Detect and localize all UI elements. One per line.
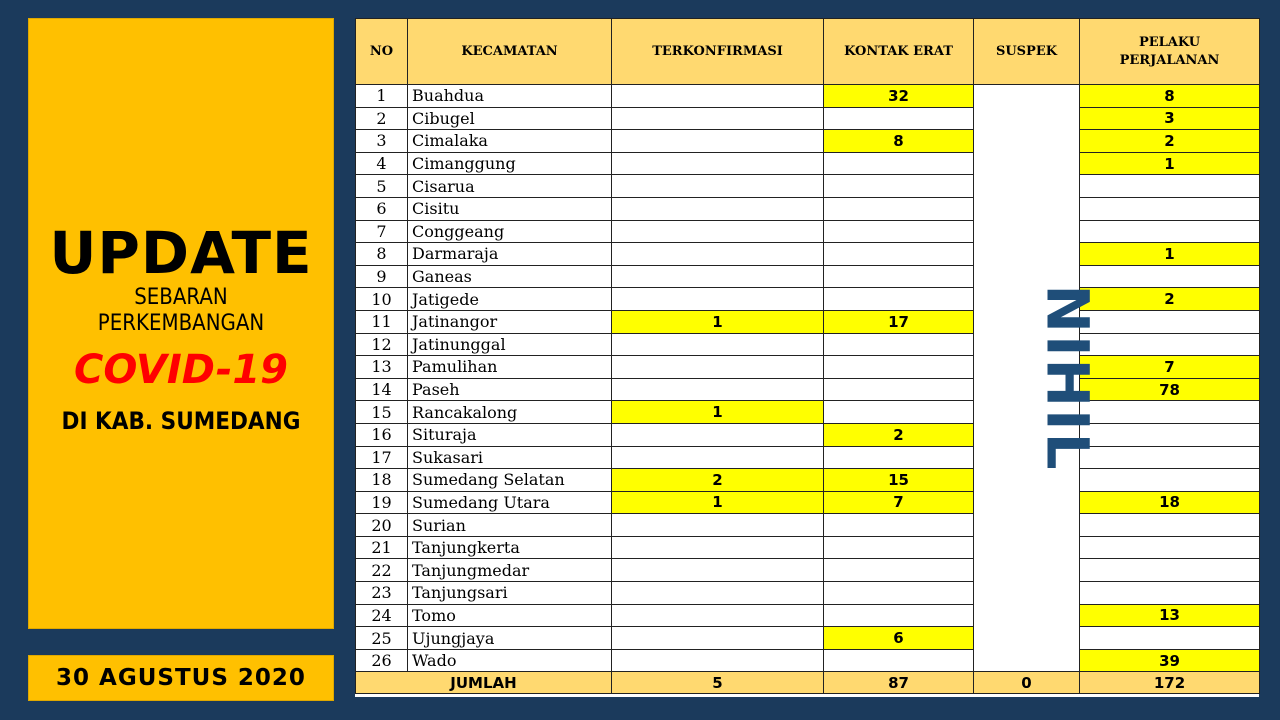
terkonfirmasi-cell: 1	[612, 310, 824, 333]
kontak-erat-cell: 6	[824, 627, 974, 650]
kecamatan-cell: Wado	[408, 649, 612, 672]
terkonfirmasi-cell	[612, 423, 824, 446]
kontak-erat-cell	[824, 288, 974, 311]
row-number: 19	[356, 491, 408, 514]
header-terkonfirmasi: TERKONFIRMASI	[612, 19, 824, 85]
pelaku-perjalanan-cell	[1080, 423, 1260, 446]
kontak-erat-cell: 7	[824, 491, 974, 514]
pelaku-perjalanan-cell	[1080, 401, 1260, 424]
pelaku-perjalanan-cell: 78	[1080, 378, 1260, 401]
kontak-erat-cell	[824, 559, 974, 582]
pelaku-perjalanan-cell	[1080, 310, 1260, 333]
terkonfirmasi-cell	[612, 265, 824, 288]
subtitle-line-2: PERKEMBANGAN	[97, 311, 265, 336]
header-suspek: SUSPEK	[974, 19, 1080, 85]
table-row	[356, 649, 1260, 672]
kecamatan-cell: Jatinunggal	[408, 333, 612, 356]
kontak-erat-cell	[824, 265, 974, 288]
kontak-erat-cell	[824, 604, 974, 627]
terkonfirmasi-cell	[612, 446, 824, 469]
kontak-erat-cell: 32	[824, 85, 974, 108]
terkonfirmasi-cell	[612, 288, 824, 311]
row-number: 25	[356, 627, 408, 650]
terkonfirmasi-cell	[612, 559, 824, 582]
kontak-erat-cell	[824, 333, 974, 356]
row-number: 18	[356, 469, 408, 492]
pelaku-perjalanan-cell	[1080, 220, 1260, 243]
kecamatan-cell: Conggeang	[408, 220, 612, 243]
kontak-erat-cell: 17	[824, 310, 974, 333]
table-row	[356, 288, 1260, 311]
table-row	[356, 514, 1260, 537]
totals-label: JUMLAH	[356, 672, 612, 694]
table-row	[356, 310, 1260, 333]
kecamatan-cell: Jatigede	[408, 288, 612, 311]
kecamatan-cell: Tanjungsari	[408, 582, 612, 605]
kontak-erat-cell	[824, 356, 974, 379]
pelaku-perjalanan-cell: 3	[1080, 107, 1260, 130]
terkonfirmasi-cell	[612, 175, 824, 198]
terkonfirmasi-cell	[612, 627, 824, 650]
terkonfirmasi-cell: 2	[612, 469, 824, 492]
header-kecamatan: KECAMATAN	[408, 19, 612, 85]
kecamatan-cell: Darmaraja	[408, 243, 612, 266]
row-number: 13	[356, 356, 408, 379]
kontak-erat-cell: 2	[824, 423, 974, 446]
pelaku-perjalanan-cell	[1080, 265, 1260, 288]
header-kontak-erat: KONTAK ERAT	[824, 19, 974, 85]
row-number: 26	[356, 649, 408, 672]
terkonfirmasi-cell: 1	[612, 491, 824, 514]
table-row	[356, 107, 1260, 130]
kontak-erat-cell	[824, 401, 974, 424]
pelaku-perjalanan-cell: 39	[1080, 649, 1260, 672]
terkonfirmasi-cell	[612, 378, 824, 401]
row-number: 10	[356, 288, 408, 311]
terkonfirmasi-cell: 1	[612, 401, 824, 424]
pelaku-perjalanan-cell	[1080, 469, 1260, 492]
date-label: 30 AGUSTUS 2020	[56, 665, 306, 691]
row-number: 17	[356, 446, 408, 469]
kecamatan-cell: Buahdua	[408, 85, 612, 108]
pelaku-perjalanan-cell	[1080, 559, 1260, 582]
row-number: 12	[356, 333, 408, 356]
table-header-row	[356, 19, 1260, 85]
row-number: 15	[356, 401, 408, 424]
kecamatan-cell: Tanjungkerta	[408, 536, 612, 559]
terkonfirmasi-cell	[612, 243, 824, 266]
total-pelaku-perjalanan: 172	[1080, 672, 1260, 694]
totals-row	[356, 672, 1260, 694]
pelaku-perjalanan-cell	[1080, 197, 1260, 220]
kontak-erat-cell	[824, 446, 974, 469]
row-number: 3	[356, 130, 408, 153]
row-number: 6	[356, 197, 408, 220]
table-row	[356, 220, 1260, 243]
pelaku-perjalanan-cell	[1080, 175, 1260, 198]
table-row	[356, 175, 1260, 198]
pelaku-perjalanan-cell	[1080, 536, 1260, 559]
kontak-erat-cell	[824, 243, 974, 266]
kontak-erat-cell	[824, 514, 974, 537]
table-body	[356, 85, 1260, 672]
header-pelaku-perjalanan	[1080, 19, 1260, 85]
kontak-erat-cell	[824, 107, 974, 130]
kecamatan-cell: Jatinangor	[408, 310, 612, 333]
terkonfirmasi-cell	[612, 220, 824, 243]
row-number: 7	[356, 220, 408, 243]
table-row	[356, 152, 1260, 175]
kecamatan-cell: Surian	[408, 514, 612, 537]
kecamatan-cell: Tomo	[408, 604, 612, 627]
header-pelaku-line2: PERJALANAN	[1119, 52, 1220, 68]
table-row	[356, 265, 1260, 288]
table-row	[356, 446, 1260, 469]
terkonfirmasi-cell	[612, 582, 824, 605]
terkonfirmasi-cell	[612, 107, 824, 130]
kecamatan-cell: Ganeas	[408, 265, 612, 288]
kecamatan-cell: Sukasari	[408, 446, 612, 469]
pelaku-perjalanan-cell: 18	[1080, 491, 1260, 514]
kontak-erat-cell	[824, 197, 974, 220]
kecamatan-cell: Situraja	[408, 423, 612, 446]
pelaku-perjalanan-cell	[1080, 333, 1260, 356]
kecamatan-cell: Tanjungmedar	[408, 559, 612, 582]
pelaku-perjalanan-cell	[1080, 514, 1260, 537]
pelaku-perjalanan-cell: 8	[1080, 85, 1260, 108]
kecamatan-cell: Rancakalong	[408, 401, 612, 424]
kecamatan-cell: Sumedang Utara	[408, 491, 612, 514]
kecamatan-cell: Pamulihan	[408, 356, 612, 379]
table-row	[356, 469, 1260, 492]
header-pelaku-line1: PELAKU	[1138, 34, 1201, 50]
pelaku-perjalanan-cell: 2	[1080, 130, 1260, 153]
row-number: 2	[356, 107, 408, 130]
total-suspek: 0	[974, 672, 1080, 694]
table-row	[356, 423, 1260, 446]
table-row	[356, 559, 1260, 582]
row-number: 4	[356, 152, 408, 175]
kecamatan-cell: Cisitu	[408, 197, 612, 220]
table-row	[356, 197, 1260, 220]
kontak-erat-cell: 15	[824, 469, 974, 492]
info-panel	[28, 18, 334, 629]
kecamatan-cell: Ujungjaya	[408, 627, 612, 650]
pelaku-perjalanan-cell: 1	[1080, 243, 1260, 266]
table-row	[356, 85, 1260, 108]
suspek-merged-cell	[974, 85, 1102, 672]
table-row	[356, 401, 1260, 424]
pelaku-perjalanan-cell	[1080, 582, 1260, 605]
total-terkonfirmasi: 5	[612, 672, 824, 694]
kontak-erat-cell: 8	[824, 130, 974, 153]
table-row	[356, 333, 1260, 356]
table-row	[356, 627, 1260, 650]
kecamatan-cell: Cisarua	[408, 175, 612, 198]
table-row	[356, 356, 1260, 379]
kecamatan-cell: Sumedang Selatan	[408, 469, 612, 492]
pelaku-perjalanan-cell: 7	[1080, 356, 1260, 379]
covid-table	[355, 18, 1259, 697]
pelaku-perjalanan-cell: 13	[1080, 604, 1260, 627]
table-row	[356, 243, 1260, 266]
region-label: DI KAB. SUMEDANG	[61, 407, 301, 435]
row-number: 11	[356, 310, 408, 333]
kontak-erat-cell	[824, 152, 974, 175]
terkonfirmasi-cell	[612, 356, 824, 379]
row-number: 23	[356, 582, 408, 605]
terkonfirmasi-cell	[612, 514, 824, 537]
pelaku-perjalanan-cell	[1080, 446, 1260, 469]
row-number: 16	[356, 423, 408, 446]
update-title: UPDATE	[49, 219, 313, 287]
terkonfirmasi-cell	[612, 604, 824, 627]
terkonfirmasi-cell	[612, 536, 824, 559]
pelaku-perjalanan-cell	[1080, 627, 1260, 650]
row-number: 8	[356, 243, 408, 266]
row-number: 9	[356, 265, 408, 288]
row-number: 1	[356, 85, 408, 108]
kecamatan-cell: Cibugel	[408, 107, 612, 130]
table-row	[356, 130, 1260, 153]
terkonfirmasi-cell	[612, 130, 824, 153]
table-row	[356, 491, 1260, 514]
covid-highlight: COVID-19	[74, 347, 288, 393]
pelaku-perjalanan-cell: 1	[1080, 152, 1260, 175]
kontak-erat-cell	[824, 378, 974, 401]
terkonfirmasi-cell	[612, 197, 824, 220]
table-row	[356, 378, 1260, 401]
date-box	[28, 655, 334, 701]
terkonfirmasi-cell	[612, 333, 824, 356]
terkonfirmasi-cell	[612, 85, 824, 108]
row-number: 5	[356, 175, 408, 198]
row-number: 24	[356, 604, 408, 627]
table-row	[356, 604, 1260, 627]
header-no: NO	[356, 19, 408, 85]
subtitle-line-1: SEBARAN	[134, 285, 228, 310]
kecamatan-cell: Cimalaka	[408, 130, 612, 153]
table-row	[356, 582, 1260, 605]
pelaku-perjalanan-cell: 2	[1080, 288, 1260, 311]
total-kontak-erat: 87	[824, 672, 974, 694]
table-row	[356, 536, 1260, 559]
kontak-erat-cell	[824, 582, 974, 605]
row-number: 14	[356, 378, 408, 401]
kecamatan-cell: Cimanggung	[408, 152, 612, 175]
terkonfirmasi-cell	[612, 649, 824, 672]
row-number: 22	[356, 559, 408, 582]
row-number: 20	[356, 514, 408, 537]
row-number: 21	[356, 536, 408, 559]
kontak-erat-cell	[824, 536, 974, 559]
kecamatan-cell: Paseh	[408, 378, 612, 401]
kontak-erat-cell	[824, 649, 974, 672]
terkonfirmasi-cell	[612, 152, 824, 175]
kontak-erat-cell	[824, 220, 974, 243]
nihil-label: NIHIL	[1033, 284, 1102, 472]
kontak-erat-cell	[824, 175, 974, 198]
